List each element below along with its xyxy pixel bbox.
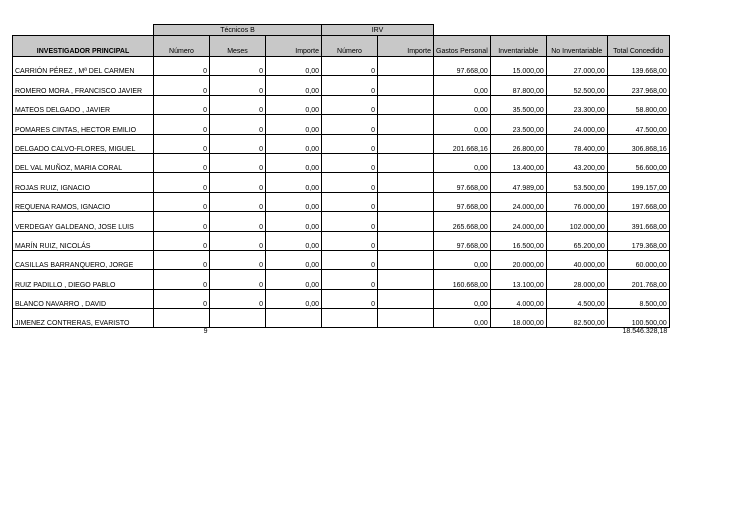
irv-numero-cell: 0 xyxy=(322,192,378,211)
total-numero: 9 xyxy=(203,328,208,336)
no-inventariable-cell: 43.200,00 xyxy=(546,153,607,172)
no-inventariable-cell: 65.200,00 xyxy=(546,231,607,250)
total-concedido-cell: 139.668,00 xyxy=(607,57,669,76)
investigator-name-cell: MARÍN RUIZ, NICOLÁS xyxy=(13,231,154,250)
investigator-name-cell: REQUENA RAMOS, IGNACIO xyxy=(13,192,154,211)
tecnicos-numero-cell: 0 xyxy=(154,212,210,231)
tecnicos-meses-cell: 0 xyxy=(210,250,266,269)
irv-importe-cell xyxy=(378,115,434,134)
tecnicos-importe-cell: 0,00 xyxy=(266,192,322,211)
irv-importe-cell xyxy=(378,250,434,269)
table-row xyxy=(13,95,670,114)
inventariable-cell: 24.000,00 xyxy=(490,192,546,211)
total-concedido-cell: 179.368,00 xyxy=(607,231,669,250)
gastos-personal-cell: 0,00 xyxy=(434,76,491,95)
irv-numero-cell: 0 xyxy=(322,173,378,192)
tecnicos-numero-cell: 0 xyxy=(154,76,210,95)
irv-numero-cell xyxy=(322,309,378,328)
tecnicos-importe-cell: 0,00 xyxy=(266,173,322,192)
no-inventariable-cell: 27.000,00 xyxy=(546,57,607,76)
tecnicos-meses-cell: 0 xyxy=(210,76,266,95)
group-header-irv: IRV xyxy=(322,25,434,36)
col-header-irv-importe: Importe xyxy=(378,36,434,57)
no-inventariable-cell: 23.300,00 xyxy=(546,95,607,114)
irv-importe-cell xyxy=(378,76,434,95)
inventariable-cell: 26.800,00 xyxy=(490,134,546,153)
total-concedido-sum: 18.546.328,18 xyxy=(622,328,668,336)
irv-importe-cell xyxy=(378,212,434,231)
investigator-name-cell: MATEOS DELGADO , JAVIER xyxy=(13,95,154,114)
table-row xyxy=(13,309,670,328)
col-header-investigador: INVESTIGADOR PRINCIPAL xyxy=(13,36,154,57)
total-concedido-cell: 391.668,00 xyxy=(607,212,669,231)
tecnicos-numero-cell xyxy=(154,309,210,328)
total-concedido-cell: 58.800,00 xyxy=(607,95,669,114)
tecnicos-meses-cell xyxy=(210,309,266,328)
grants-table xyxy=(12,24,670,338)
inventariable-cell: 87.800,00 xyxy=(490,76,546,95)
gastos-personal-cell: 97.668,00 xyxy=(434,231,491,250)
table-row xyxy=(13,76,670,95)
investigator-name-cell: POMARES CINTAS, HECTOR EMILIO xyxy=(13,115,154,134)
tecnicos-numero-cell: 0 xyxy=(154,57,210,76)
irv-importe-cell xyxy=(378,57,434,76)
gastos-personal-cell: 160.668,00 xyxy=(434,270,491,289)
irv-numero-cell: 0 xyxy=(322,134,378,153)
tecnicos-meses-cell: 0 xyxy=(210,192,266,211)
total-concedido-cell: 199.157,00 xyxy=(607,173,669,192)
table-row xyxy=(13,270,670,289)
tecnicos-numero-cell: 0 xyxy=(154,173,210,192)
no-inventariable-cell: 52.500,00 xyxy=(546,76,607,95)
investigator-name-cell: DEL VAL MUÑOZ, MARIA CORAL xyxy=(13,153,154,172)
irv-numero-cell: 0 xyxy=(322,231,378,250)
gastos-personal-cell: 0,00 xyxy=(434,250,491,269)
no-inventariable-cell: 24.000,00 xyxy=(546,115,607,134)
total-concedido-cell: 306.868,16 xyxy=(607,134,669,153)
table-row xyxy=(13,212,670,231)
tecnicos-meses-cell: 0 xyxy=(210,289,266,308)
tecnicos-importe-cell: 0,00 xyxy=(266,250,322,269)
no-inventariable-cell: 78.400,00 xyxy=(546,134,607,153)
tecnicos-numero-cell: 0 xyxy=(154,115,210,134)
tecnicos-meses-cell: 0 xyxy=(210,153,266,172)
tecnicos-meses-cell: 0 xyxy=(210,134,266,153)
tecnicos-importe-cell: 0,00 xyxy=(266,76,322,95)
col-header-importe: Importe xyxy=(266,36,322,57)
no-inventariable-cell: 76.000,00 xyxy=(546,192,607,211)
investigator-name-cell: CASILLAS BARRANQUERO, JORGE xyxy=(13,250,154,269)
tecnicos-meses-cell: 0 xyxy=(210,95,266,114)
gastos-personal-cell: 265.668,00 xyxy=(434,212,491,231)
irv-numero-cell: 0 xyxy=(322,270,378,289)
no-inventariable-cell: 102.000,00 xyxy=(546,212,607,231)
irv-numero-cell: 0 xyxy=(322,115,378,134)
total-concedido-cell: 56.600,00 xyxy=(607,153,669,172)
tecnicos-meses-cell: 0 xyxy=(210,57,266,76)
tecnicos-importe-cell: 0,00 xyxy=(266,134,322,153)
totals-row xyxy=(13,328,670,339)
investigator-name-cell: ROMERO MORA , FRANCISCO JAVIER xyxy=(13,76,154,95)
irv-numero-cell: 0 xyxy=(322,289,378,308)
inventariable-cell: 18.000,00 xyxy=(490,309,546,328)
tecnicos-importe-cell: 0,00 xyxy=(266,95,322,114)
tecnicos-meses-cell: 0 xyxy=(210,212,266,231)
table-row xyxy=(13,192,670,211)
irv-importe-cell xyxy=(378,95,434,114)
investigator-name-cell: BLANCO NAVARRO , DAVID xyxy=(13,289,154,308)
tecnicos-numero-cell: 0 xyxy=(154,192,210,211)
irv-importe-cell xyxy=(378,270,434,289)
total-concedido-cell: 8.500,00 xyxy=(607,289,669,308)
col-header-gastos-personal: Gastos Personal xyxy=(434,36,491,57)
tecnicos-meses-cell: 0 xyxy=(210,115,266,134)
irv-importe-cell xyxy=(378,192,434,211)
total-concedido-cell: 100.500,00 xyxy=(607,309,669,328)
tecnicos-importe-cell: 0,00 xyxy=(266,212,322,231)
total-concedido-cell: 201.768,00 xyxy=(607,270,669,289)
tecnicos-importe-cell: 0,00 xyxy=(266,115,322,134)
no-inventariable-cell: 82.500,00 xyxy=(546,309,607,328)
no-inventariable-cell: 40.000,00 xyxy=(546,250,607,269)
table-row xyxy=(13,289,670,308)
column-header-row xyxy=(13,36,670,57)
irv-importe-cell xyxy=(378,173,434,192)
table-row xyxy=(13,231,670,250)
table-row xyxy=(13,250,670,269)
investigator-name-cell: DELGADO CALVO-FLORES, MIGUEL xyxy=(13,134,154,153)
inventariable-cell: 4.000,00 xyxy=(490,289,546,308)
tecnicos-numero-cell: 0 xyxy=(154,134,210,153)
inventariable-cell: 13.400,00 xyxy=(490,153,546,172)
tecnicos-importe-cell: 0,00 xyxy=(266,153,322,172)
gastos-personal-cell: 0,00 xyxy=(434,309,491,328)
tecnicos-numero-cell: 0 xyxy=(154,231,210,250)
total-concedido-cell: 60.000,00 xyxy=(607,250,669,269)
col-header-numero: Número xyxy=(154,36,210,57)
tecnicos-numero-cell: 0 xyxy=(154,250,210,269)
irv-importe-cell xyxy=(378,231,434,250)
gastos-personal-cell: 201.668,16 xyxy=(434,134,491,153)
table-row xyxy=(13,115,670,134)
gastos-personal-cell: 97.668,00 xyxy=(434,192,491,211)
tecnicos-meses-cell: 0 xyxy=(210,231,266,250)
no-inventariable-cell: 4.500,00 xyxy=(546,289,607,308)
gastos-personal-cell: 0,00 xyxy=(434,153,491,172)
irv-importe-cell xyxy=(378,153,434,172)
group-header-tecnicos: Técnicos B xyxy=(154,25,322,36)
gastos-personal-cell: 0,00 xyxy=(434,289,491,308)
irv-numero-cell: 0 xyxy=(322,212,378,231)
gastos-personal-cell: 0,00 xyxy=(434,95,491,114)
tecnicos-importe-cell: 0,00 xyxy=(266,231,322,250)
inventariable-cell: 35.500,00 xyxy=(490,95,546,114)
inventariable-cell: 13.100,00 xyxy=(490,270,546,289)
investigator-name-cell: CARRIÓN PÉREZ , Mª DEL CARMEN xyxy=(13,57,154,76)
investigator-name-cell: VERDEGAY GALDEANO, JOSE LUIS xyxy=(13,212,154,231)
irv-numero-cell: 0 xyxy=(322,153,378,172)
table-row xyxy=(13,153,670,172)
col-header-irv-numero: Número xyxy=(322,36,378,57)
no-inventariable-cell: 28.000,00 xyxy=(546,270,607,289)
tecnicos-numero-cell: 0 xyxy=(154,270,210,289)
irv-numero-cell: 0 xyxy=(322,57,378,76)
inventariable-cell: 24.000,00 xyxy=(490,212,546,231)
inventariable-cell: 15.000,00 xyxy=(490,57,546,76)
col-header-no-inventariable: No Inventariable xyxy=(546,36,607,57)
table-row xyxy=(13,57,670,76)
table-row xyxy=(13,173,670,192)
irv-numero-cell: 0 xyxy=(322,95,378,114)
inventariable-cell: 20.000,00 xyxy=(490,250,546,269)
irv-numero-cell: 0 xyxy=(322,250,378,269)
tecnicos-numero-cell: 0 xyxy=(154,289,210,308)
gastos-personal-cell: 97.668,00 xyxy=(434,173,491,192)
gastos-personal-cell: 97.668,00 xyxy=(434,57,491,76)
tecnicos-importe-cell: 0,00 xyxy=(266,289,322,308)
tecnicos-importe-cell: 0,00 xyxy=(266,57,322,76)
col-header-inventariable: Inventariable xyxy=(490,36,546,57)
investigator-name-cell: ROJAS RUIZ, IGNACIO xyxy=(13,173,154,192)
irv-numero-cell: 0 xyxy=(322,76,378,95)
tecnicos-meses-cell: 0 xyxy=(210,173,266,192)
total-concedido-cell: 237.968,00 xyxy=(607,76,669,95)
tecnicos-importe-cell: 0,00 xyxy=(266,270,322,289)
inventariable-cell: 47.989,00 xyxy=(490,173,546,192)
irv-importe-cell xyxy=(378,134,434,153)
gastos-personal-cell: 0,00 xyxy=(434,115,491,134)
inventariable-cell: 23.500,00 xyxy=(490,115,546,134)
irv-importe-cell xyxy=(378,309,434,328)
irv-importe-cell xyxy=(378,289,434,308)
no-inventariable-cell: 53.500,00 xyxy=(546,173,607,192)
group-header-row xyxy=(13,25,670,36)
inventariable-cell: 16.500,00 xyxy=(490,231,546,250)
total-concedido-cell: 197.668,00 xyxy=(607,192,669,211)
col-header-total-concedido: Total Concedido xyxy=(607,36,669,57)
tecnicos-meses-cell: 0 xyxy=(210,270,266,289)
tecnicos-importe-cell xyxy=(266,309,322,328)
col-header-meses: Meses xyxy=(210,36,266,57)
table-row xyxy=(13,134,670,153)
tecnicos-numero-cell: 0 xyxy=(154,95,210,114)
total-concedido-cell: 47.500,00 xyxy=(607,115,669,134)
investigator-name-cell: RUIZ PADILLO , DIEGO PABLO xyxy=(13,270,154,289)
tecnicos-numero-cell: 0 xyxy=(154,153,210,172)
investigator-name-cell: JIMENEZ CONTRERAS, EVARISTO xyxy=(13,309,154,328)
